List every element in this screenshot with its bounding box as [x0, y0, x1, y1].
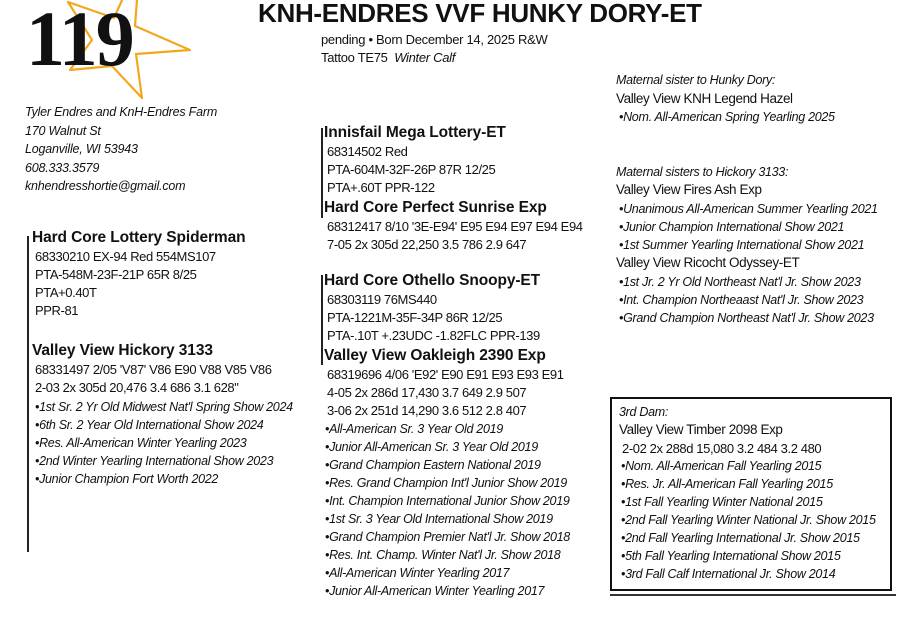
award-item: •3rd Fall Calf International Jr. Show 2014 [621, 567, 836, 581]
sire-sire-details [327, 143, 495, 197]
bottom-rule [610, 594, 896, 596]
dam-sire-line: PTA-.10T +.23UDC -1.82FLC PPR-139 [327, 328, 540, 343]
award-item: •1st Summer Yearling International Show 2021 [619, 238, 865, 252]
sister-name: Valley View Ricocht Odyssey-ET [616, 255, 800, 270]
sire-sire-line: PTA-604M-32F-26P 87R 12/25 [327, 162, 496, 177]
dam-name: Valley View Hickory 3133 [32, 342, 213, 359]
dam-sire-name: Hard Core Othello Snoopy-ET [324, 272, 541, 289]
award-item: •5th Fall Yearling International Show 2015 [621, 549, 841, 563]
lot-number: 119 [26, 0, 133, 82]
calf-class: Winter Calf [394, 50, 456, 65]
award-item: •Nom. All-American Fall Yearling 2015 [621, 459, 822, 473]
dam-line: 2-03 2x 305d 20,476 3.4 686 3.1 628" [35, 380, 239, 395]
award-item: •Res. Jr. All-American Fall Yearling 2015 [621, 477, 833, 491]
dam-dam-name: Valley View Oakleigh 2390 Exp [324, 347, 546, 364]
dam-awards [35, 398, 293, 488]
animal-title: KNH-ENDRES VVF HUNKY DORY-ET [258, 0, 702, 28]
sire-dam-name: Hard Core Perfect Sunrise Exp [324, 199, 547, 216]
sister-awards [619, 273, 874, 327]
sire-line: PPR-81 [35, 303, 79, 318]
sister-name: Valley View Fires Ash Exp [616, 182, 762, 197]
dam-dam-line: 68319696 4/06 'E92' E90 E91 E93 E93 E91 [327, 367, 564, 382]
sire-dam-line: 7-05 2x 305d 22,250 3.5 786 2.9 647 [327, 237, 527, 252]
award-item: •Res. Grand Champion Int'l Junior Show 2019 [325, 476, 567, 490]
sire-line: PTA+0.40T [35, 285, 97, 300]
third-dam-record: 2-02 2x 288d 15,080 3.2 484 3.2 480 [622, 441, 822, 456]
award-item: •All-American Sr. 3 Year Old 2019 [325, 422, 503, 436]
dam-dam-line: 3-06 2x 251d 14,290 3.6 512 2.8 407 [327, 403, 527, 418]
consignor-city: Loganville, WI 53943 [25, 142, 138, 156]
consignor-phone: 608.333.3579 [25, 160, 100, 175]
consignor-name: Tyler Endres and KnH-Endres Farm [25, 105, 218, 119]
third-dam-awards [621, 457, 876, 583]
hickory-sisters-label: Maternal sisters to Hickory 3133: [616, 165, 789, 179]
award-item: •Junior Champion International Show 2021 [619, 220, 845, 234]
maternal-sister-label: Maternal sister to Hunky Dory: [616, 73, 776, 87]
award-item: •1st Sr. 3 Year Old International Show 2019 [325, 512, 553, 526]
pedigree-bracket-dam [321, 275, 323, 365]
award-item: •All-American Winter Yearling 2017 [325, 566, 510, 580]
dam-dam-awards [325, 420, 570, 600]
sire-sire-name: Innisfail Mega Lottery-ET [324, 124, 506, 141]
consignor-info [25, 103, 217, 196]
award-item: •Res. All-American Winter Yearling 2023 [35, 436, 247, 450]
award-item: •2nd Fall Yearling International Jr. Show 2015 [621, 531, 860, 545]
maternal-sister-name: Valley View KNH Legend Hazel [616, 91, 793, 106]
award-item: •Junior All-American Sr. 3 Year Old 2019 [325, 440, 538, 454]
award-item: •Res. Int. Champ. Winter Nat'l Jr. Show 2018 [325, 548, 561, 562]
consignor-address: 170 Walnut St [25, 123, 101, 138]
sister-awards [619, 200, 878, 254]
award-item: •1st Fall Yearling Winter National 2015 [621, 495, 823, 509]
third-dam-label: 3rd Dam: [619, 405, 669, 419]
tattoo-line [321, 50, 455, 65]
sire-line: PTA-548M-23F-21P 65R 8/25 [35, 267, 197, 282]
award-item: •Grand Champion Northeast Nat'l Jr. Show 2023 [619, 311, 874, 325]
consignor-email: knhendresshortie@gmail.com [25, 179, 186, 193]
award-item: •Junior Champion Fort Worth 2022 [35, 472, 219, 486]
sire-line: 68330210 EX-94 Red 554MS107 [35, 249, 216, 264]
sire-dam-details [327, 218, 583, 254]
award-item: •Unanimous All-American Summer Yearling 2021 [619, 202, 878, 216]
award-item: •Int. Champion Northeaast Nat'l Jr. Show 2023 [619, 293, 864, 307]
award-item: •2nd Winter Yearling International Show 2023 [35, 454, 274, 468]
award-item: •6th Sr. 2 Year Old International Show 2024 [35, 418, 264, 432]
pedigree-bracket-left [27, 236, 29, 552]
sire-sire-line: 68314502 Red [327, 144, 408, 159]
sire-name: Hard Core Lottery Spiderman [32, 229, 246, 246]
award-item: •2nd Fall Yearling Winter National Jr. Show 2015 [621, 513, 876, 527]
dam-details [35, 361, 272, 397]
sire-dam-line: 68312417 8/10 '3E-E94' E95 E94 E97 E94 E94 [327, 219, 583, 234]
award-item: •1st Sr. 2 Yr Old Midwest Nat'l Spring Show 2024 [35, 400, 293, 414]
birth-info: pending • Born December 14, 2025 R&W [321, 32, 548, 47]
award-item: •Grand Champion Premier Nat'l Jr. Show 2018 [325, 530, 570, 544]
award-item: •Grand Champion Eastern National 2019 [325, 458, 541, 472]
tattoo: Tattoo TE75 [321, 50, 388, 65]
dam-sire-line: PTA-1221M-35F-34P 86R 12/25 [327, 310, 503, 325]
pedigree-bracket-sire [321, 128, 323, 218]
sire-details [35, 248, 216, 320]
dam-dam-details [327, 366, 564, 420]
dam-sire-details [327, 291, 540, 345]
award-item: •Int. Champion International Junior Show 2019 [325, 494, 570, 508]
dam-line: 68331497 2/05 'V87' V86 E90 V88 V85 V86 [35, 362, 272, 377]
award-item: •1st Jr. 2 Yr Old Northeast Nat'l Jr. Show 2023 [619, 275, 861, 289]
third-dam-name: Valley View Timber 2098 Exp [619, 422, 783, 437]
sire-sire-line: PTA+.60T PPR-122 [327, 180, 435, 195]
dam-dam-line: 4-05 2x 286d 17,430 3.7 649 2.9 507 [327, 385, 527, 400]
award-item: •Junior All-American Winter Yearling 2017 [325, 584, 545, 598]
dam-sire-line: 68303119 76MS440 [327, 292, 437, 307]
maternal-sister-award: •Nom. All-American Spring Yearling 2025 [619, 110, 835, 124]
